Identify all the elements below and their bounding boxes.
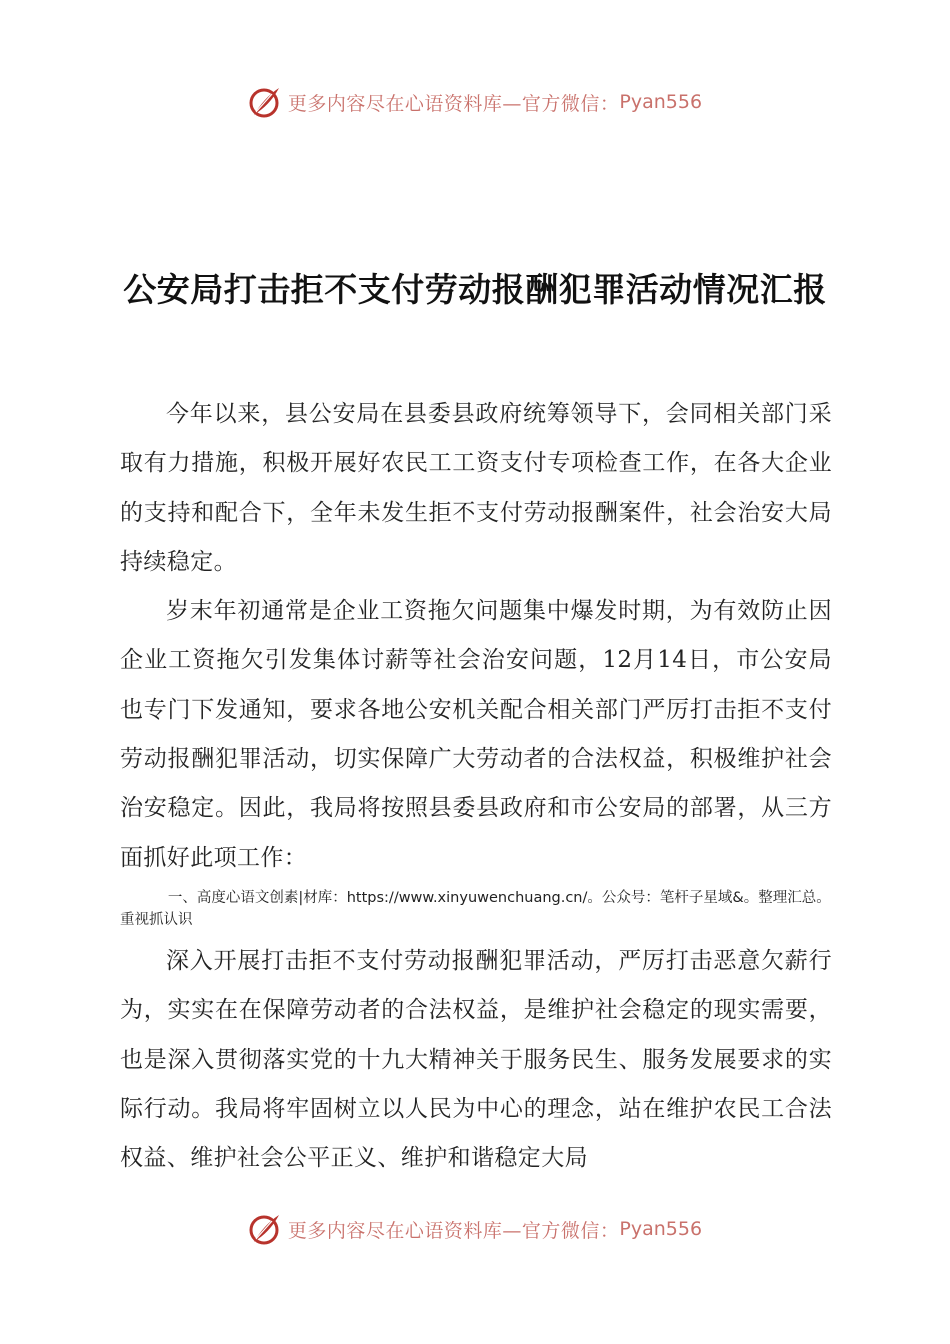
paragraph: 岁末年初通常是企业工资拖欠问题集中爆发时期，为有效防止因企业工资拖欠引发集体讨薪等社会治安问题，12月14日，市公安局也专门下发通知，要求各地公安机关配合相关部门严厉打击拒不支付劳动报酬犯罪活动，切实保障广大劳动者的合法权益，积极维护社会治安稳定。因此，我局将按照县委县政府和市公安局的部署，从三方面抓好此项工作： <box>120 598 832 871</box>
banner-wechat-id: Pyan556 <box>619 1218 703 1240</box>
banner-text: 更多内容尽在心语资料库—官方微信： <box>287 92 620 115</box>
footer-banner <box>0 1209 950 1249</box>
banner-wechat-id: Pyan556 <box>619 91 703 113</box>
document-title: 公安局打击拒不支付劳动报酬犯罪活动情况汇报 <box>123 270 827 309</box>
paragraph: 深入开展打击拒不支付劳动报酬犯罪活动，严厉打击恶意欠薪行为，实实在在保障劳动者的合法权益，是维护社会稳定的现实需要，也是深入贯彻落实党的十九大精神关于服务民生、服务发展要求的实际行动。我局将牢固树立以人民为中心的理念，站在维护农民工合法权益、维护社会公平正义、维护和谐稳定大局 <box>120 947 832 1172</box>
quill-logo-icon <box>248 85 282 119</box>
section-heading: 一、高度心语文创素|材库：https://www.xinyuwenchuang.cn/。公众号：笔杆子星域&。整理汇总。重视抓认识 <box>120 889 831 928</box>
document-body <box>120 390 832 1183</box>
header-banner <box>0 82 950 122</box>
banner-text: 更多内容尽在心语资料库—官方微信： <box>287 1219 620 1242</box>
quill-logo-icon <box>248 1212 282 1246</box>
paragraph: 今年以来，县公安局在县委县政府统筹领导下，会同相关部门采取有力措施，积极开展好农民工工资支付专项检查工作，在各大企业的支持和配合下，全年未发生拒不支付劳动报酬案件，社会治安大局持续稳定。 <box>120 401 832 575</box>
